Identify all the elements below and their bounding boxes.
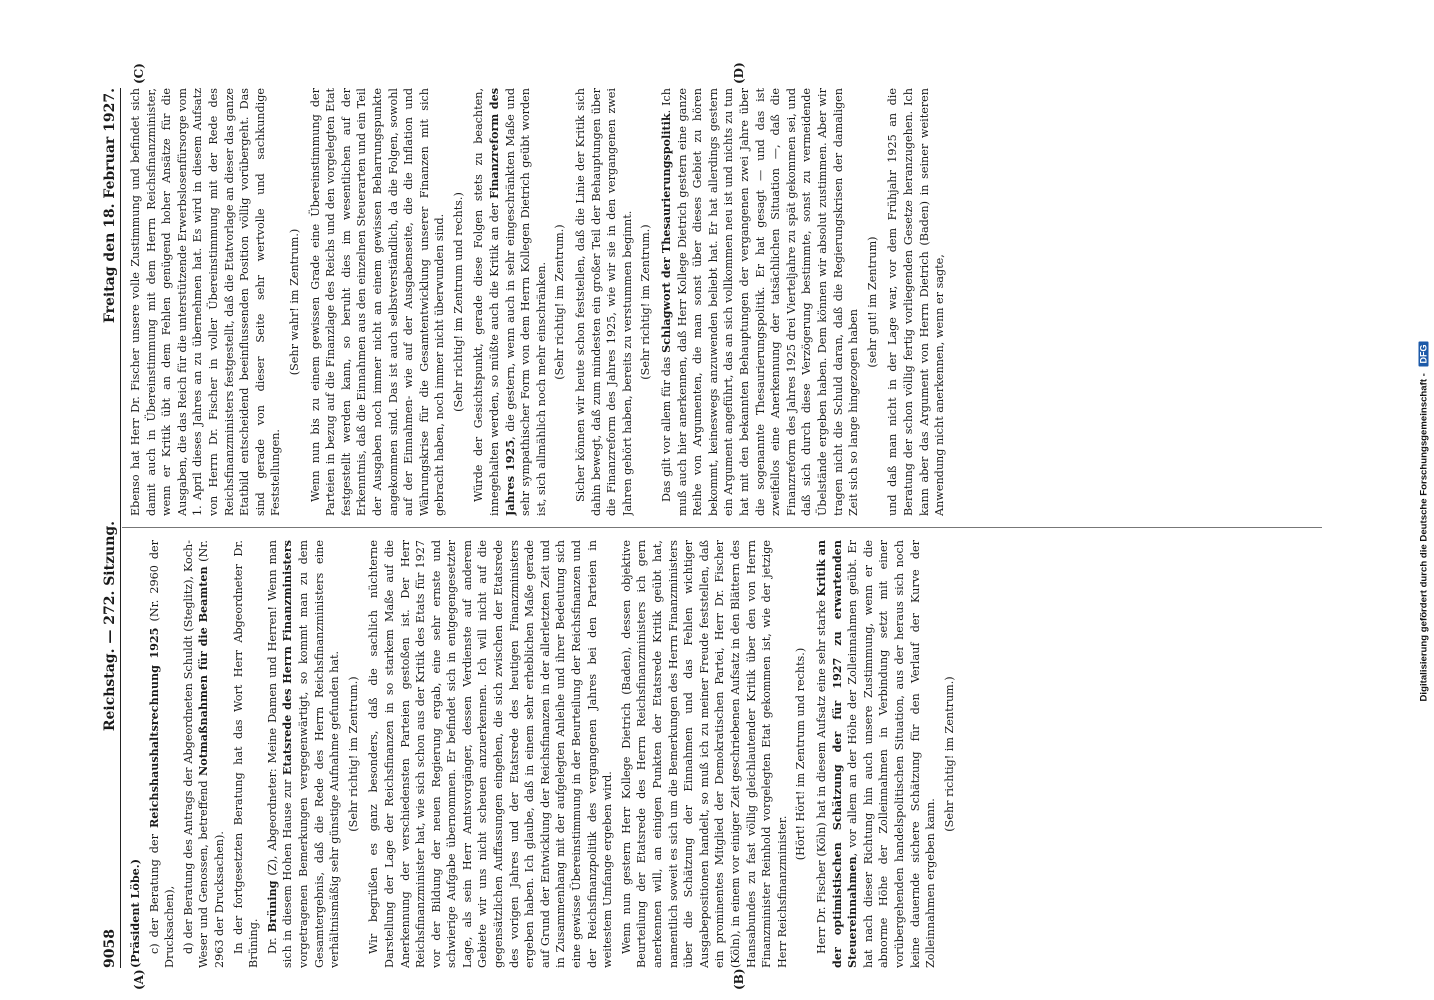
paragraph: In der fortgesetzten Beratung hat das Wort Herr Abgeordneter Dr. Brüning. [231,540,261,968]
interjection: (Hört! Hört! im Zentrum und rechts.) [794,647,808,861]
interjection: (Sehr richtig! im Zentrum.) [553,224,567,380]
session-title: Reichstag. — 272. Sitzung. [102,520,118,732]
paragraph: Würde der Gesichtspunkt, gerade diese Folgen stets zu beachten, innegehalten werden, so müßte auch die Kritik an der Finanzreform des Jahres 1925, die gestern, wenn auch in sehr eingeschränkten Maße und sehr sympathischer Form von dem Herrn Kollegen Dietrich geübt worden ist, sich allmählich noch mehr einschränken. [472,88,548,516]
margin-marker-c: (C) [132,63,146,84]
paragraph: und daß man nicht in der Lage war, vor dem Frühjahr 1925 an die Beratung der schon völlig fertig vorliegenden Gesetze heranzugehen. Ich kann aber das Argument von Herrn Dietrich (Baden) in seiner weiteren Anwendung nicht anerkennen, wenn er sagte, [886,88,947,516]
paragraph: Das gilt vor allem für das Schlagwort der Thesaurierungspolitik. Ich muß auch hier anerkennen, daß Herr Kollege Dietrich gestern eine ganze Reihe von Argumenten, die man sonst über dieses Gebiet zu hören bekommt, keineswegs anzuwenden beliebt hat. Er hat allerdings gestern ein Argument angeführt, das an sich vollkommen neu ist und nichts zu tun hat mit den bekannten Behauptungen der vergangenen zwei Jahre über die sogenannte Thesaurierungspolitik. Er hat gesagt — und das ist zweifellos eine Anerkennung der tatsächlichen Situation —, daß die Finanzreform des Jahres 1925 drei Vierteljahre zu spät gekommen sei, und daß sich durch diese Verzögerung bestimmte, sonst zu vermeidende Übelstände ergeben haben. Dem können wir absolut zustimmen. Aber wir tragen nicht die Schuld daran, daß die Regierungskrisen der damaligen Zeit sich so lange hingezogen haben [659,88,861,516]
paragraph: Dr. Brüning (Z), Abgeordneter: Meine Damen und Herren! Wenn man sich in diesem Hohen Hause zur Etatsrede des Herrn Finanzministers vorgetragenen Bemerkungen vergegenwärtigt, so kommt man zu dem Gesamtergebnis, daß die Rede des Herrn Reichsfinanzministers eine verhältnismäßig sehr günstige Aufnahme gefunden hat. [264,540,342,968]
dfg-logo-icon: DFG [1419,341,1429,366]
paragraph: Sicher können wir heute schon feststellen, daß die Linie der Kritik sich dahin bewegt, daß zum mindesten ein großer Teil der Behauptungen über die Finanzreform des Jahres 1925, wie wir sie in den vergangenen zwei Jahren gehört haben, bereits zu verstummen beginnt. [574,88,634,516]
paragraph: Wenn nun gestern Herr Kollege Dietrich (Baden), dessen objektive Beurteilung der Etatsrede des Herrn Reichsfinanzministers ich gern anerkennen will, an einigen Punkten der Etatsrede Kritik geübt hat, namentlich soweit es sich um die Bemerkungen des Herrn Finanzministers über die Schätzung der Einnahmen und das Fehlen wichtiger Ausgabepositionen handelt, so muß ich zu meiner Freude feststellen, daß ein prominentes Mitglied der Demokratischen Partei, Herr Dr. Fischer (Köln), in einem vor einiger Zeit geschriebenen Aufsatz in den Blättern des Hansabundes zu fast völlig gleichlautender Kritik über den von Herrn Finanzminister Reinhold vorgelegten Etat gekommen ist, wie der jetzige Herr Reichsfinanzminister. [619,540,789,968]
interjection: (Sehr wahr! im Zentrum.) [287,228,301,376]
margin-marker-b: (B) [732,968,746,990]
paragraph: Wenn nun bis zu einem gewissen Grade eine Übereinstimmung der Parteien in bezug auf die Finanzlage des Reichs und den vorgelegten Etat festgestellt werden kann, so beruht dies im wesentlichen auf der Erkenntnis, daß die Einnahmen aus den einzelnen Steuerarten und ein Teil der Ausgaben noch immer nicht an einem gewissen Beharrungspunkte angekommen sind. Das ist auch selbstverständlich, da die Folgen, sowohl auf der Einnahmen- wie auf der Ausgabenseite, die die Inflation und Währungskrise für die Gesamtentwicklung unserer Finanzen mit sich gebracht haben, noch immer nicht überwunden sind. [308,88,447,516]
interjection: (sehr gut! im Zentrum) [865,236,879,368]
interjection: (Sehr richtig! im Zentrum und rechts.) [451,192,465,412]
paragraph: Wir begrüßen es ganz besonders, daß die sachlich nüchterne Darstellung der Lage der Reichsfinanzen in so starkem Maße auf die Anerkennung der verschiedensten Parteien gestoßen ist. Der Herr Reichsfinanzminister hat, wie sich schon aus der Kritik des Etats für 1927 vor der Bildung der neuen Regierung ergab, eine sehr ernste und schwierige Aufgabe übernommen. Er befindet sich in entgegengesetzter Lage, als sein Herr Amtsvorgänger, dessen Verdienste auf anderem Gebiete wir uns nicht scheuen anzuerkennen. Ich will nicht auf die gegensätzlichen Auffassungen eingehen, die sich zwischen der Etatsrede des vorigen Jahres und der Etatsrede des heutigen Finanzministers ergeben haben. Ich glaube, daß in einem sehr erheblichen Maße gerade auf Grund der Entwicklung der Reichsfinanzen in der allerletzten Zeit und in Zusammenhang mit der aufgelegten Anleihe und ihrer Bedeutung sich eine gewisse Übereinstimmung in der Beurteilung der Reichsfinanzen und der Reichsfinanzpolitik des vergangenen Jahres bei den Parteien in weitestem Umfange ergeben wird. [367,540,615,968]
right-text-column [128,88,1318,516]
paragraph: d) der Beratung des Antrags der Abgeordneten Schuldt (Steglitz), Koch-Weser und Genossen, betreffend Notmaßnahmen für die Beamten (Nr. 2963 der Drucksachen). [181,540,226,968]
column-divider [122,527,1322,528]
scanned-page [82,62,1342,990]
margin-marker-a: (A) [132,969,146,990]
interjection: (Sehr richtig! im Zentrum.) [942,676,956,832]
interjection: (Sehr richtig! im Zentrum.) [639,224,653,380]
rotated-page [92,62,1332,990]
margin-marker-d: (D) [732,62,746,84]
paragraph: (Präsident Löbe.) [128,859,142,968]
page-header [92,88,121,968]
session-date: Freitag den 18. Februar 1927. [102,88,118,324]
interjection: (Sehr richtig! im Zentrum.) [346,676,360,832]
page-number: 9058 [102,929,118,968]
digitization-credit [1414,6,1430,706]
paragraph: c) der Beratung der Reichshaushaltsrechnung 1925 (Nr. 2960 der Drucksachen), [146,540,177,968]
paragraph: Ebenso hat Herr Dr. Fischer unsere volle Zustimmung und befindet sich damit auch in Übereinstimmung mit dem Herrn Reichsfinanzminister, wenn er Kritik übt an dem Fehlen genügend hoher Ansätze für die Ausgaben, die das Reich für die unterstützende Erwerbslosenfürsorge vom 1. April dieses Jahres an zu übernehmen hat. Es wird in diesem Aufsatz von Herrn Dr. Fischer in voller Übereinstimmung mit der Rede des Reichsfinanzministers festgestellt, daß die Etatvorlage an dieser das ganze Etatbild entscheidend beeinflussenden Position völlig vorübergeht. Das sind gerade von dieser Seite sehr wertvolle und sachkundige Feststellungen. [129,88,283,516]
paragraph: Herr Dr. Fischer (Köln) hat in diesem Aufsatz eine sehr starke Kritik an der optimistischen Schätzung der für 1927 zu erwartenden Steuereinnahmen, vor allem an der Höhe der Zolleinnahmen geübt. Er hat nach dieser Richtung hin auch unsere Zustimmung, wenn er die abnorme Höhe der Zolleinnahmen in Verbindung setzt mit einer vorübergehenden handelspolitischen Situation, aus der heraus sich noch keine dauernde sichere Schätzung für den Verlauf der Kurve der Zolleinnahmen ergeben kann. [813,540,938,968]
credit-text: Digitalisierung gefördert durch die Deutsche Forschungsgemeinschaft - [1418,373,1430,702]
left-text-column [128,540,1318,968]
